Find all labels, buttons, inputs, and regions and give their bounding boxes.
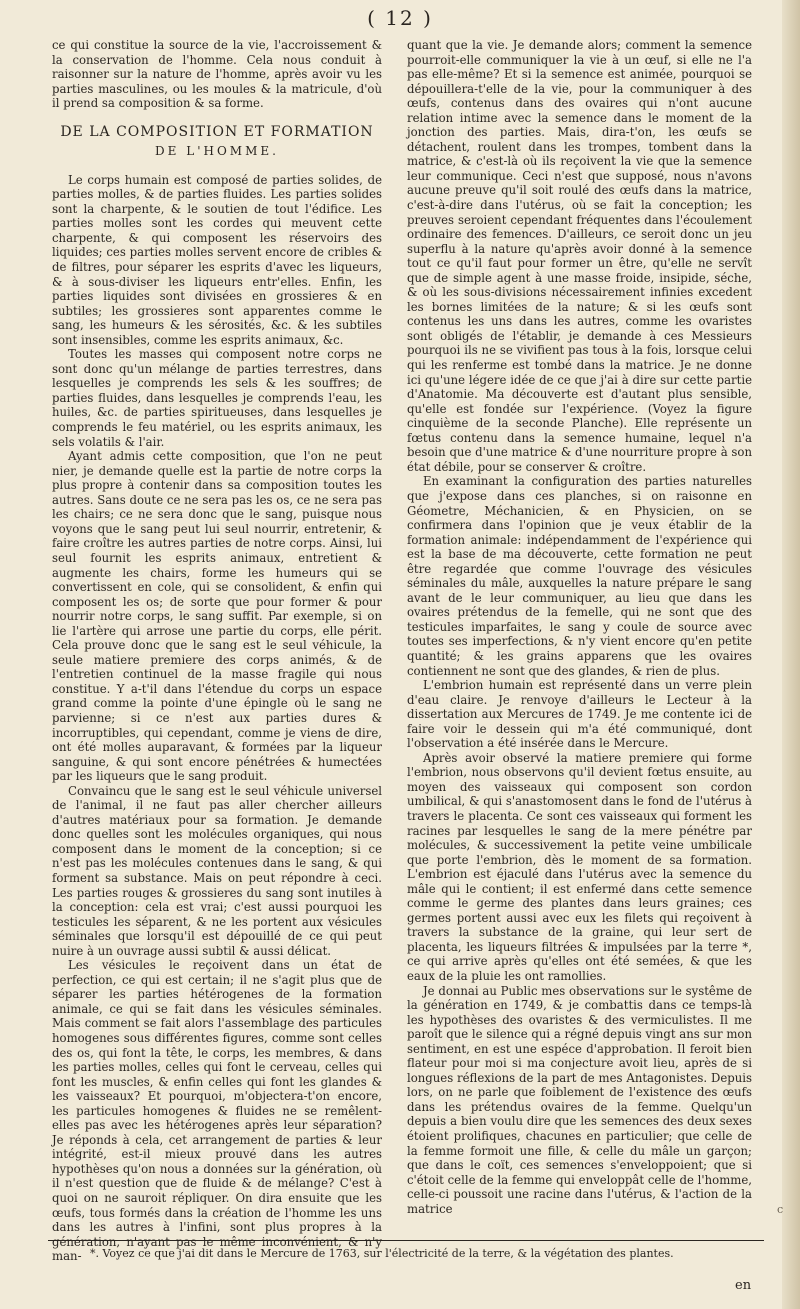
paragraph: quant que la vie. Je demande alors; comment la semence pourroit-elle communiquer la vie à un œuf, si elle ne l'a pas elle-même? Et si la semence est animée, pourquoi se dépouillera-t'elle de la vie, pour la communiquer à des œufs, contenus dans des ovaires qui n'ont aucune relation intime avec la semence dans le moment de la jonction des parties. Mais, dira-t'on, les œufs se détachent, roulent dans les trompes, tombent dans la matrice, & c'est-là où ils reçoivent la vie que la semence leur communique. Ceci n'est que supposé, nous n'avons aucune preuve qu'il soit roulé des œufs dans la matrice, c'est-à-dire dans l'utérus, où se fait la conception; les preuves seroient cependant fréquentes dans l'écoulement ordinaire des femences. D'ailleurs, ce seroit donc un jeu superflu à la nature qu'après avoir donné à la semence tout ce qu'il faut pour former un être, qu'elle ne servît que de simple agent à une masse froide, insipide, séche, & où les sous-divisions nécessairement infinies excedent les bornes limitées de la nature; & si les œufs sont contenus les uns dans les autres, comme les ovaristes sont obligés de l'établir, je demande à ces Messieurs pourquoi ils ne se vivifient pas tous à la fois, lorsque celui qui les renferme est tombé dans la matrice. Je ne donne ici qu'une légere idée de ce que j'ai à dire sur cette partie d'Anatomie. Ma découverte est d'autant plus sensible, qu'elle est fondée sur l'expérience. (Voyez la figure cinquième de la seconde Planche). Elle représente un fœtus contenu dans la semence humaine, lequel n'a besoin que d'une matrice & d'une nourriture propre à son état débile, pour se conserver & croître. [407,38,752,474]
paragraph: Je donnai au Public mes observations sur le systême de la génération en 1749, & je combattis dans ce temps-là les hypothèses des ovaristes & des vermiculistes. Il me paroît que le silence qui a régné depuis vingt ans sur mon sentiment, en est une espéce d'approbation. Il feroit bien flateur pour moi si ma conjecture avoit lieu, après de si longues réflexions de la part de mes Antagonistes. Depuis lors, on ne parle que foiblement de l'existence des œufs dans les prétendus ovaires de la femme. Quelqu'un depuis a bien voulu dire que les semences des deux sexes étoient prolifiques, chacunes en particulier; que celle de la femme formoit une fille, & celle du mâle un garçon; que dans le coït, ces semences s'enveloppoient; que si c'étoit celle de la femme qui enveloppât celle de l'homme, celle-ci poussoit une racine dans l'utérus, & l'action de la matrice [407,983,752,1216]
right-column [407,38,752,1216]
page-number: ( 12 ) [367,6,433,30]
paragraph: Convaincu que le sang est le seul véhicule universel de l'animal, il ne faut pas aller chercher ailleurs d'autres matériaux pour sa formation. Je demande donc quelles sont les molécules organiques, qui nous composent dans le moment de la conception; si ce n'est pas les molécules contenues dans le sang, & qui forment sa substance. Mais on peut répondre à ceci. Les parties rouges & grossieres du sang sont inutiles à la conception: cela est vrai; c'est aussi pourquoi les testicules les séparent, & ne les portent aux vésicules séminales que lorsqu'il est dépouillé de ce qui peut nuire à un ouvrage aussi subtil & aussi délicat. [52,783,382,958]
left-column [52,38,382,1264]
paragraph: Les vésicules le reçoivent dans un état de perfection, ce qui est certain; il ne s'agit plus que de séparer les parties hétérogenes de la formation animale, ce qui se fait dans les vésicules séminales. Mais comment se fait alors l'assemblage des particules homogenes sous différentes figures, comme sont celles des os, qui font la tête, le corps, les membres, & dans les parties molles, celles qui font le cerveau, celles qui font les muscles, & enfin celles qui font les glandes & les vaisseaux? Et pourquoi, m'objectera-t'on encore, les particules homogenes & fluides ne se remêlent-elles pas avec les hétérogenes après leur séparation? Je réponds à cela, cet arrangement de parties & leur intégrité, est-il mieux prouvé dans les autres hypothèses qu'on nous a données sur la génération, où il n'est question que de fluide & de mélange? C'est à quoi on ne sauroit répliquer. On dira ensuite que les œufs, tous formés dans la création de l'homme les uns dans les autres à l'infini, sont plus propres à la génération, n'ayant pas le même inconvénient, & n'y man- [52,958,382,1264]
catchword: en [735,1278,752,1293]
margin-mark: c [777,1203,784,1216]
paragraph: Ayant admis cette composition, que l'on ne peut nier, je demande quelle est la partie de notre corps la plus propre à contenir dans sa composition toutes les autres. Sans doute ce ne sera pas les os, ce ne sera pas les chairs; ce ne sera donc que le sang, puisque nous voyons que le sang peut lui seul nourrir, entretenir, & faire croître les autres parties de notre corps. Ainsi, lui seul fournit les esprits animaux, entretient & augmente les chairs, forme les humeurs qui se convertissent en cole, qui se consolident, & enfin qui composent les os; de sorte que pour former & pour nourrir notre corps, le sang suffit. Par exemple, si on lie l'artère qui arrose une partie du corps, elle périt. Cela prouve donc que le sang est le seul véhicule, la seule matiere premiere des corps animés, & de l'entretien continuel de la masse fragile qui nous constitue. Y a-t'il dans l'étendue du corps un espace grand comme la pointe d'une épingle où le sang ne parvienne; si ce n'est aux parties dures & incorruptibles, qui cependant, comme je viens de dire, ont été molles auparavant, & formées par la liqueur sanguine, & qui sont encore pénétrées & humectées par les liqueurs que le sang produit. [52,449,382,784]
footnote: *. Voyez ce que j'ai dit dans le Mercure de 1763, sur l'électricité de la terre, & la végétation des plantes. [90,1247,674,1260]
section-title: DE LA COMPOSITION ET FORMATION [60,123,374,140]
paragraph: Après avoir observé la matiere premiere qui forme l'embrion, nous observons qu'il devient fœtus ensuite, au moyen des vaisseaux qui composent son cordon umbilical, & qui s'anastomosent dans le fond de l'utérus à travers le placenta. Ce sont ces vaisseaux qui forment les racines par lesquelles le sang de la mere pénétre par molécules, & successivement la petite veine umbilicale que porte l'embrion, dès le moment de sa formation. L'embrion est éjaculé dans l'utérus avec la semence du mâle qui le contient; il est enfermé dans cette semence comme le germe des plantes dans leurs graines; ces germes portent aussi avec eux les filets qui reçoivent à travers la substance de la graine, qui leur sert de placenta, les liqueurs filtrées & impulsées par la terre *, ce qui arrive après qu'elles ont été semées, & que les eaux de la pluie les ont ramollies. [407,750,752,983]
intro-paragraph: ce qui constitue la source de la vie, l'accroissement & la conservation de l'homme. Cela nous conduit à raisonner sur la nature de l'homme, après avoir vu les parties masculines, ou les moules & la matricule, d'où il prend sa composition & sa forme. [52,38,382,111]
section-subtitle: DE L'HOMME. [155,143,279,158]
paragraph: Le corps humain est composé de parties solides, de parties molles, & de parties fluides. Les parties solides sont la charpente, & le soutien de tout l'édifice. Les parties molles sont les cordes qui meuvent cette charpente, & qui composent les réservoirs des liquides; ces parties molles servent encore de cribles & de filtres, pour séparer les esprits d'avec les liqueurs, & à sous-diviser les liqueurs entr'elles. Enfin, les parties liquides sont divisées en grossieres & en subtiles; les grossieres sont apparentes comme le sang, les humeurs & les sérosités, &c. & les subtiles sont insensibles, comme les esprits animaux, &c. [52,172,382,347]
page-edge [782,0,800,1309]
footnote-rule [48,1240,764,1241]
paragraph: L'embrion humain est représenté dans un verre plein d'eau claire. Je renvoye d'ailleurs le Lecteur à la dissertation aux Mercures de 1749. Je me contente ici de faire voir le dessein qui m'a été communiqué, dont l'observation a été insérée dans le Mercure. [407,678,752,751]
paragraph: En examinant la configuration des parties naturelles que j'expose dans ces planches, si on raisonne en Géometre, Méchanicien, & en Physicien, on se confirmera dans l'opinion que je veux établir de la formation animale: indépendamment de l'expérience qui est la base de ma découverte, cette formation ne peut être regardée que comme l'ouvrage des vésicules séminales du mâle, auxquelles la nature prépare le sang avant de le leur communiquer, au lieu que dans les ovaires prétendus de la femelle, qui ne sont que des testicules imparfaites, le sang y coule de source avec toutes ses imperfections, & n'y vient encore qu'en petite quantité; & les grains apparens que les ovaires contiennent ne sont que des glandes, & rien de plus. [407,474,752,678]
paragraph: Toutes les masses qui composent notre corps ne sont donc qu'un mélange de parties terrestres, dans lesquelles je comprends les sels & les souffres; de parties fluides, dans lesquelles je comprends l'eau, les huiles, &c. de parties spiritueuses, dans lesquelles je comprends le feu matériel, ou les esprits animaux, les sels volatils & l'air. [52,347,382,449]
